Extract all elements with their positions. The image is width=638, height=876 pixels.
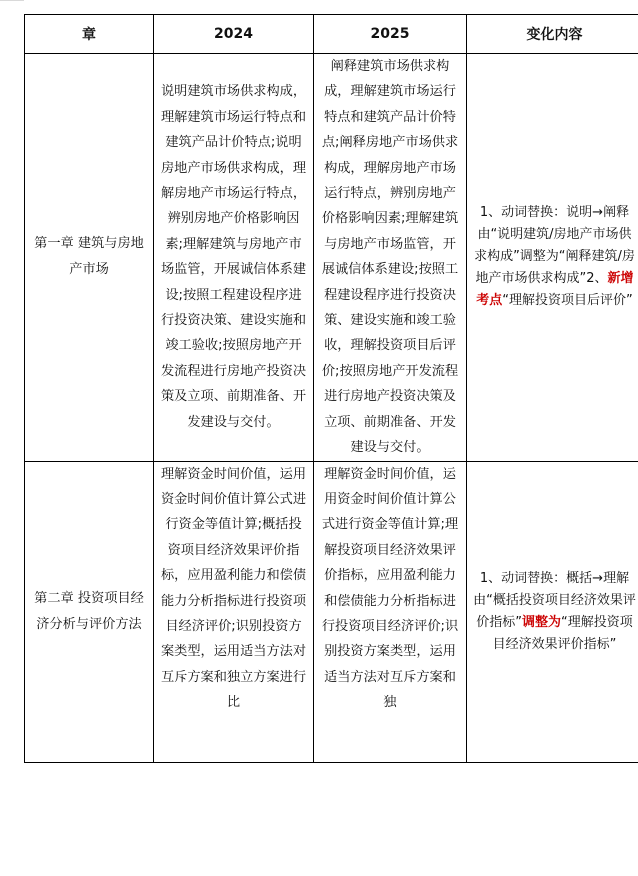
header-changes: 变化内容 bbox=[467, 15, 638, 54]
header-chapter: 章 bbox=[25, 15, 154, 54]
comparison-table bbox=[24, 14, 638, 763]
table-row bbox=[25, 54, 638, 462]
change-cell bbox=[467, 54, 638, 462]
table-row bbox=[25, 461, 638, 762]
change-text: “理解投资项目后评价” bbox=[502, 293, 633, 309]
change-cell bbox=[467, 461, 638, 762]
header-2024: 2024 bbox=[154, 15, 314, 54]
text-2025-cell bbox=[314, 461, 467, 762]
chapter-label: 第二章 投资项目经济分析与评价方法 bbox=[34, 590, 144, 632]
change-text: “理解投资项目经济效果评价指标” bbox=[492, 614, 633, 652]
header-row bbox=[25, 15, 638, 54]
text-2024: 理解资金时间价值，运用资金时间价值计算公式进行资金等值计算;概括投资项目经济效果评价指标，应用盈利能力和偿债能力分析指标进行投资项目经济评价;识别投资方案类型，运用适当方法对互斥方案和独立方案进行比 bbox=[160, 466, 307, 711]
text-2025: 理解资金时间价值，运用资金时间价值计算公式进行资金等值计算;理解投资项目经济效果评价指标，应用盈利能力和偿债能力分析指标进行投资项目经济评价;识别投资方案类型，运用适当方法对互斥方案和独 bbox=[321, 466, 459, 711]
text-2024-cell bbox=[154, 461, 314, 762]
header-2025: 2025 bbox=[314, 15, 467, 54]
change-text: 1、动词替换：概括→理解由“概括投资项目经济效果评价指标” bbox=[473, 570, 636, 630]
text-2025-cell: 阐释建筑市场供求构成，理解建筑市场运行特点和建筑产品计价特点;阐释房地产市场供求构成，理解房地产市场运行特点，辨别房地产价格影响因素;理解建筑与房地产市场监管，开展诚信体系建设;按照工程建设程序进行投资决策、建设实施和竣工验收，理解投资项目后评价;按照房地产开发流程进行房地产投资决策及立项、前期准备、开发建设与交付。 bbox=[314, 54, 467, 462]
change-highlight: 调整为 bbox=[521, 614, 561, 630]
margin-top-rule bbox=[0, 0, 24, 1]
chapter-cell: 第一章 建筑与房地产市场 bbox=[25, 54, 154, 462]
text-2024-cell: 说明建筑市场供求构成，理解建筑市场运行特点和建筑产品计价特点;说明房地产市场供求构成，理解房地产市场运行特点，辨别房地产价格影响因素;理解建筑与房地产市场监管，开展诚信体系建设;按照工程建设程序进行投资决策、建设实施和竣工验收;按照房地产开发流程进行房地产投资决策及立项、前期准备、开发建设与交付。 bbox=[154, 54, 314, 462]
change-highlight: 新增考点 bbox=[476, 271, 634, 309]
change-text: 1、动词替换：说明→阐释由“说明建筑/房地产市场供求构成”调整为“阐释建筑/房地产市场供求构成”2、 bbox=[474, 205, 635, 287]
left-margin bbox=[0, 0, 24, 876]
chapter-cell bbox=[25, 461, 154, 762]
